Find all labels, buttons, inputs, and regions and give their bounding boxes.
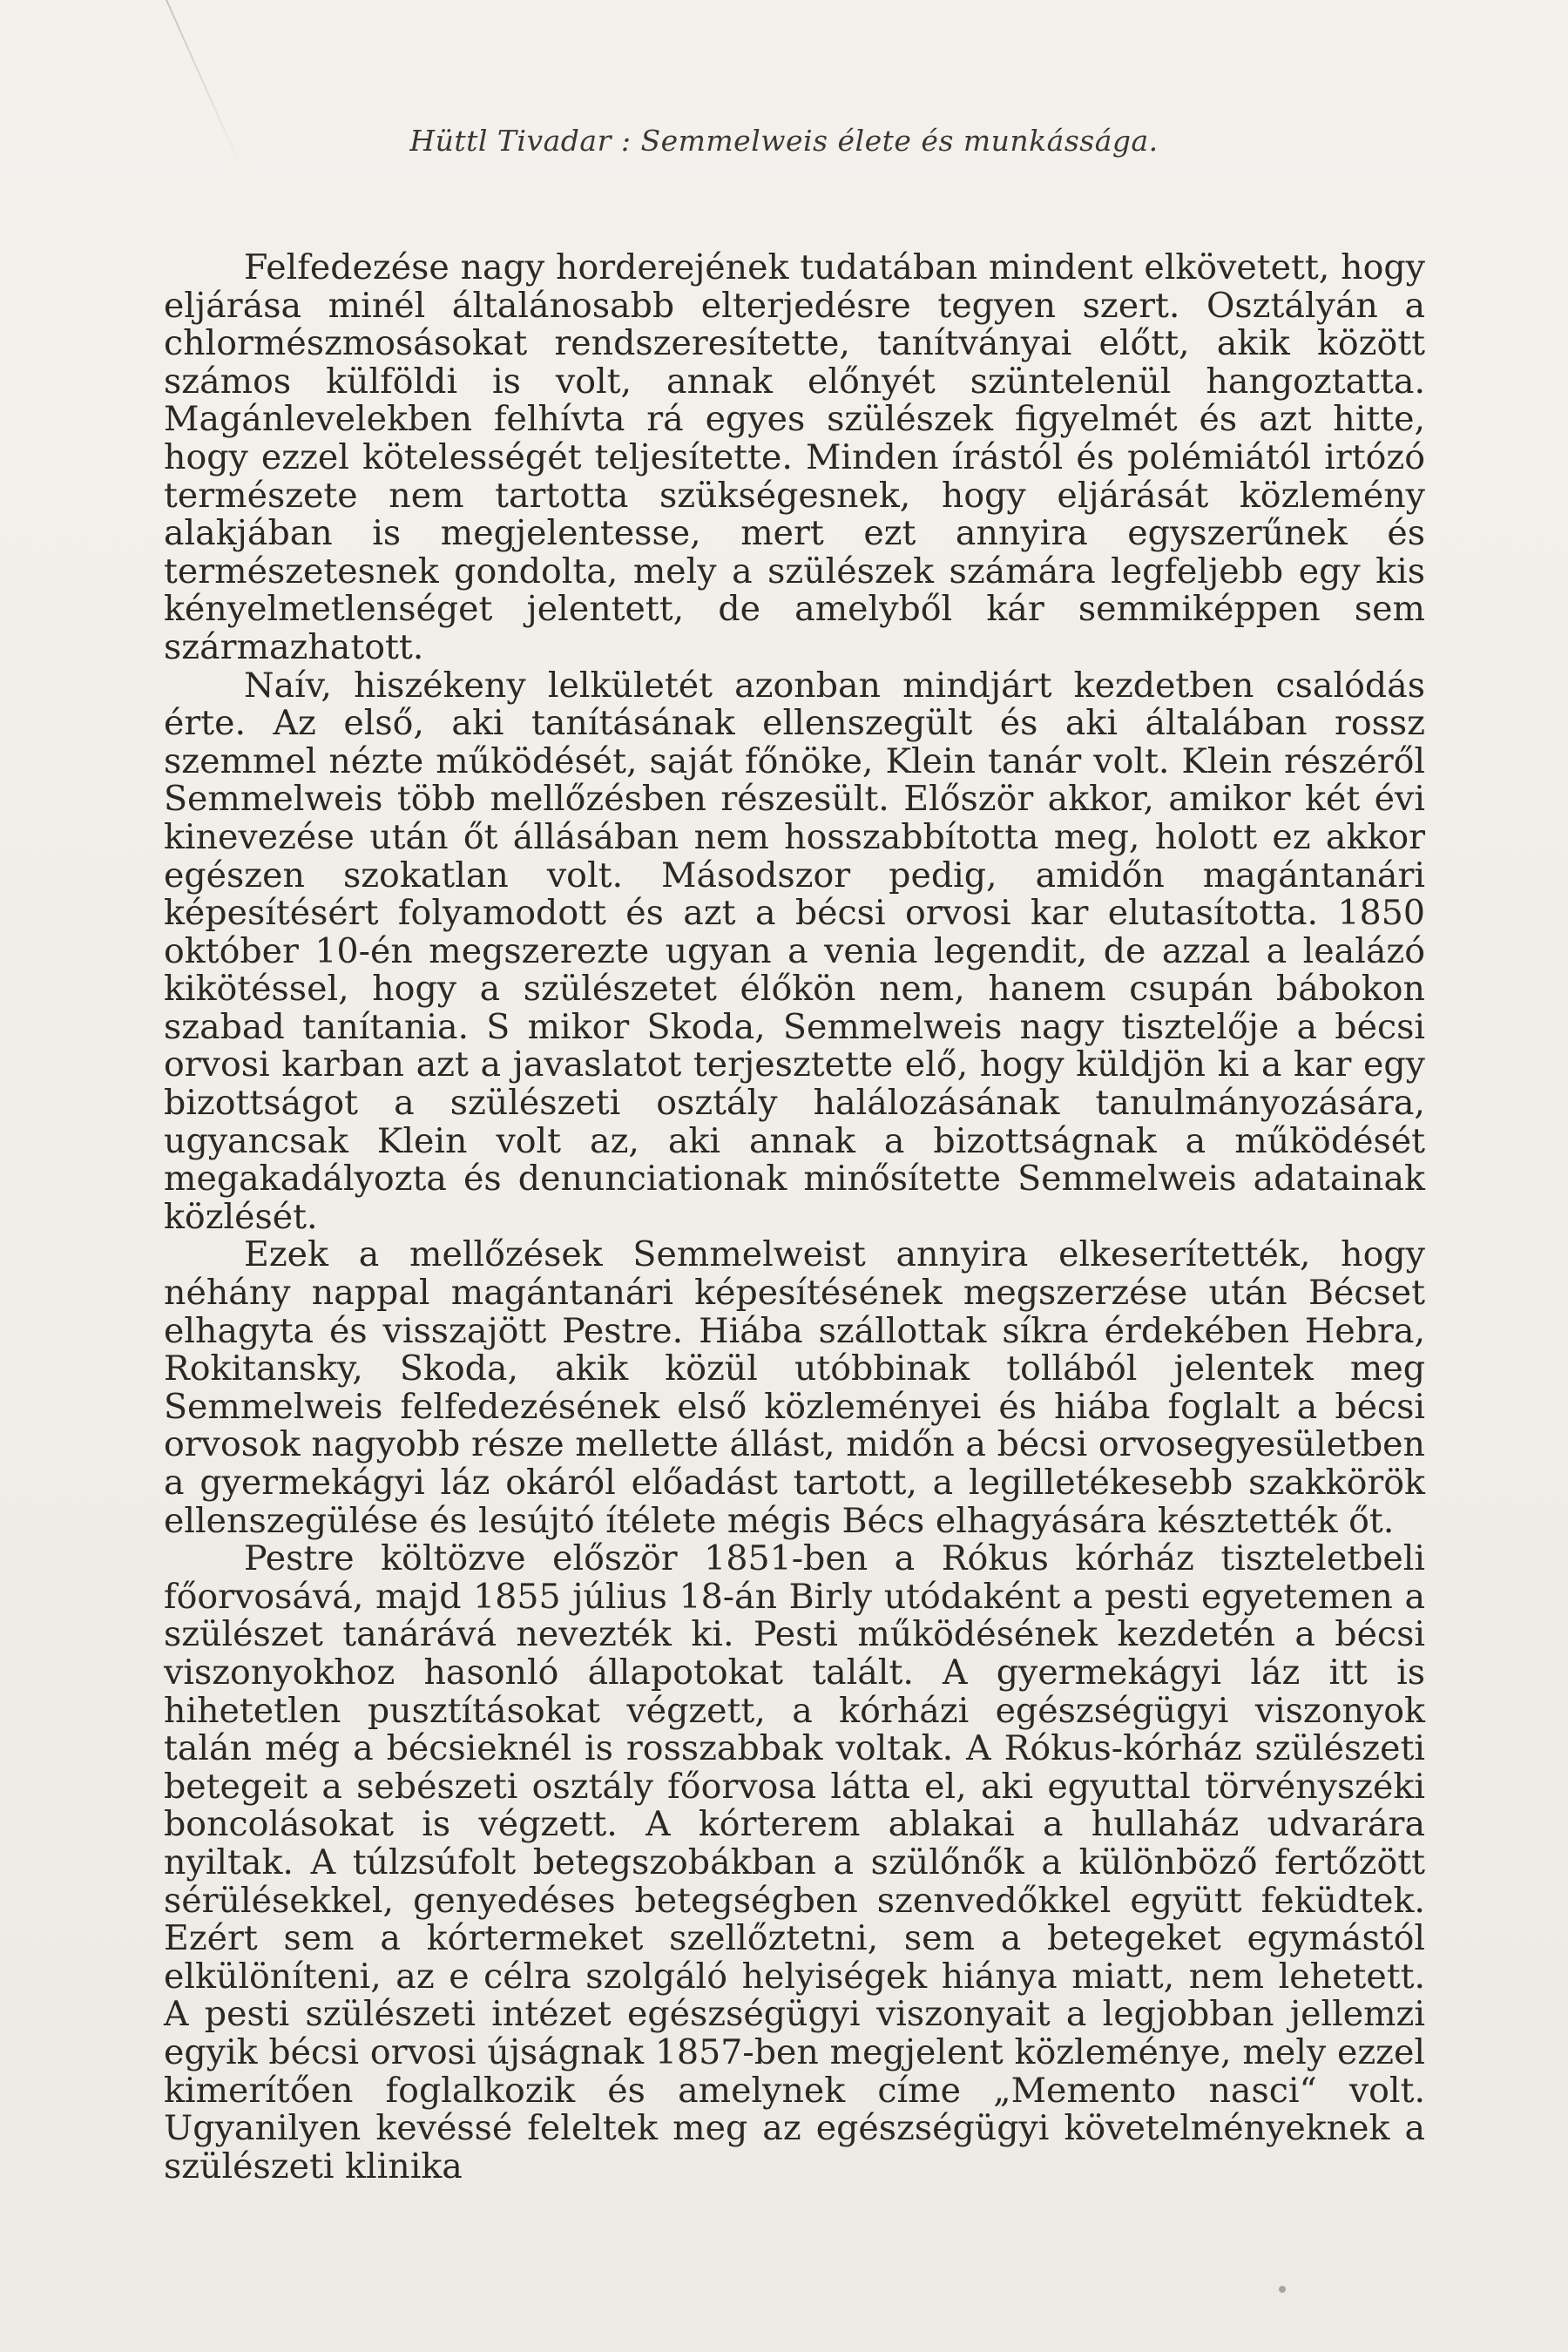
- body-text: [164, 249, 1425, 2186]
- paragraph: Ezek a mellőzések Semmelweist annyira elkeserítették, hogy néhány nappal magántanári képesítésének megszerzése után Bécset elhagyta és visszajött Pestre. Hiába szállottak síkra érdekében Hebra, Rokitansky, Skoda, akik közül utóbbinak tollából jelentek meg Semmelweis felfedezésének első közleményei és hiába foglalt a bécsi orvosok nagyobb része mellette állást, midőn a bécsi orvosegyesületben a gyermekágyi láz okáról előadást tartott, a legilletékesebb szakkörök ellenszegülése és lesújtó ítélete mégis Bécs elhagyására késztették őt.: [164, 1234, 1425, 1541]
- paper-speck: [1279, 2286, 1286, 2293]
- paragraph: Pestre költözve először 1851-ben a Rókus kórház tiszteletbeli főorvosává, majd 1855 július 18-án Birly utódaként a pesti egyetemen a szülészet tanárává nevezték ki. Pesti működésének kezdetén a bécsi viszonyokhoz hasonló állapotokat talált. A gyermekágyi láz itt is hihetetlen pusztításokat végzett, a kórházi egészségügyi viszonyok talán még a bécsieknél is rosszabbak voltak. A Rókus-kórház szülészeti betegeit a sebészeti osztály főorvosa látta el, aki egyuttal törvényszéki boncolásokat is végzett. A kórterem ablakai a hullaház udvarára nyiltak. A túlzsúfolt betegszobákban a szülőnők a különböző fertőzött sérülésekkel, genyedéses betegségben szenvedőkkel együtt feküdtek. Ezért sem a kórtermeket szellőztetni, sem a betegeket egymástól elkülöníteni, az e célra szolgáló helyiségek hiánya miatt, nem lehetett. A pesti szülészeti intézet egészségügyi viszonyait a legjobban jellemzi egyik bécsi orvosi újságnak 1857-ben megjelent közleménye, mely ezzel kimerítően foglalkozik és amelynek címe „Memento nasci“ volt. Ugyanilyen kevéssé feleltek meg az egészségügyi követelményeknek a szülészeti klinika: [164, 1538, 1425, 2186]
- paragraph: Naív, hiszékeny lelkületét azonban mindjárt kezdetben csalódás érte. Az első, aki tanításának ellenszegült és aki általában rossz szemmel nézte működését, saját főnöke, Klein tanár volt. Klein részéről Semmelweis több mellőzésben részesült. Először akkor, amikor két évi kinevezése után őt állásában nem hosszabbította meg, holott ez akkor egészen szokatlan volt. Másodszor pedig, amidőn magántanári képesítésért folyamodott és azt a bécsi orvosi kar elutasította. 1850 október 10-én megszerezte ugyan a venia legendit, de azzal a lealázó kikötéssel, hogy a szülészetet élőkön nem, hanem csupán bábokon szabad tanítania. S mikor Skoda, Semmelweis nagy tisztelője a bécsi orvosi karban azt a javaslatot terjesztette elő, hogy küldjön ki a kar egy bizottságot a szülészeti osztály halálozásának tanulmányozására, ugyancsak Klein volt az, aki annak a bizottságnak a működését megakadályozta és denunciationak minősítette Semmelweis adatainak közlését.: [164, 665, 1425, 1237]
- paragraph: Felfedezése nagy horderejének tudatában mindent elkövetett, hogy eljárása minél általánosabb elterjedésre tegyen szert. Osztályán a chlormészmosásokat rendszeresítette, tanítványai előtt, akik között számos külföldi is volt, annak előnyét szüntelenül hangoztatta. Magánlevelekben felhívta rá egyes szülészek figyelmét és azt hitte, hogy ezzel kötelességét teljesítette. Minden írástól és polémiától irtózó természete nem tartotta szükségesnek, hogy eljárását közlemény alakjában is megjelentesse, mert ezt annyira egyszerűnek és természetesnek gondolta, mely a szülészek számára legfeljebb egy kis kényelmetlenséget jelentett, de amelyből kár semmiképpen sem származhatott.: [164, 247, 1425, 667]
- running-title: Hüttl Tivadar : Semmelweis élete és munkássága.: [409, 124, 1159, 158]
